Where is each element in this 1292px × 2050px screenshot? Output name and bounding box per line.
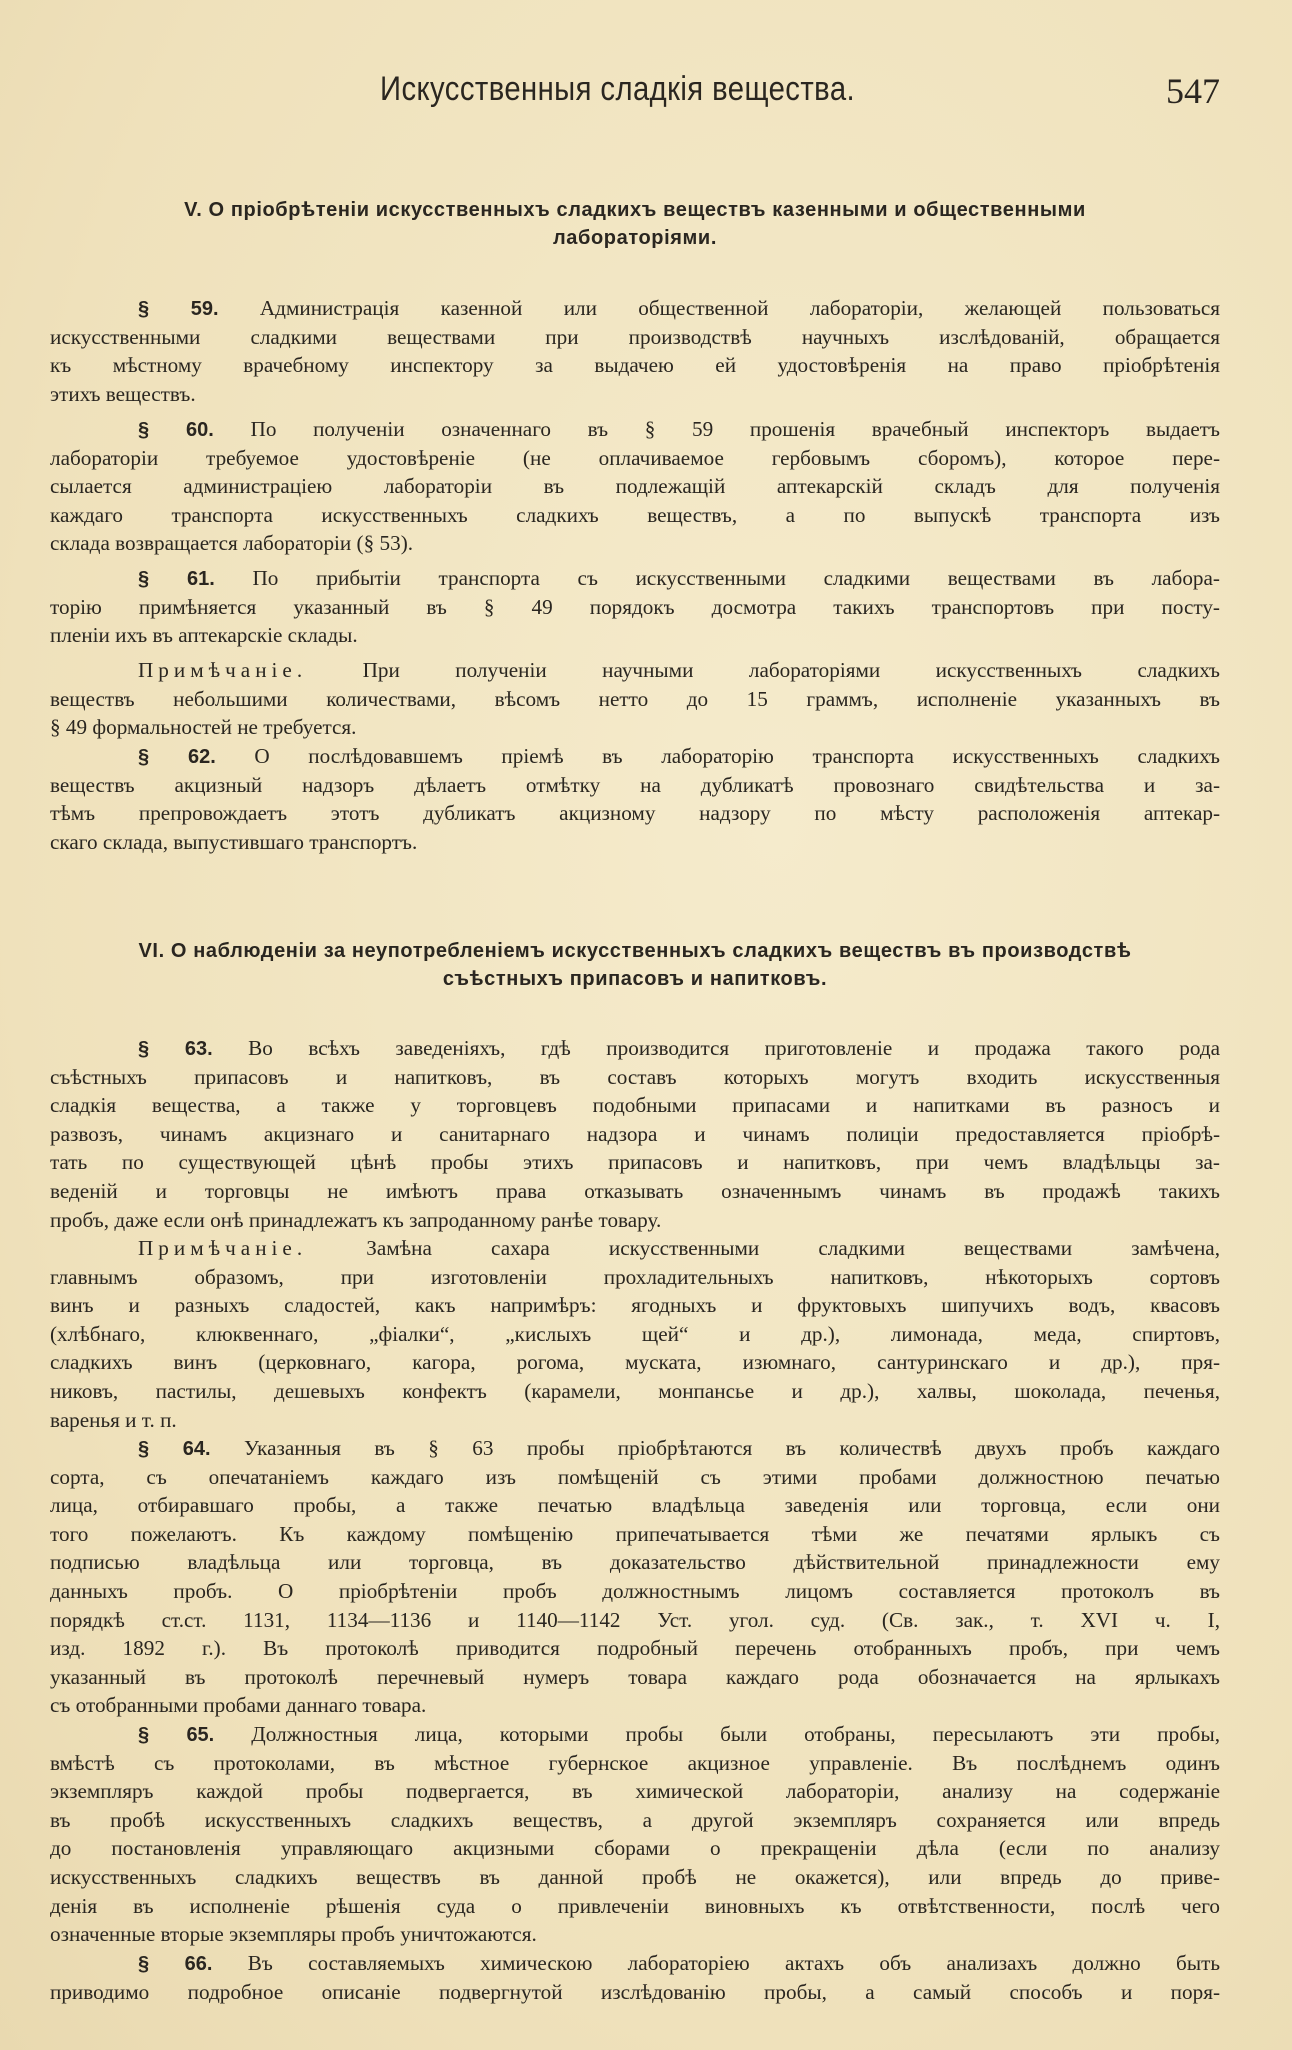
paragraph-line: означенные вторые экземпляры пробъ уничтожаются. (50, 1922, 537, 1947)
paragraph-line: сорта, съ опечатаніемъ каждаго изъ помѣщеній съ этими пробами должностною печатью (50, 1464, 1220, 1489)
paragraph-number: § 59. (138, 298, 219, 320)
paragraph-line: сылается администраціею лабораторіи въ подлежащій аптекарскій складъ для полученія (50, 474, 1220, 499)
paragraph-line: торію примѣняется указанный въ § 49 порядокъ досмотра такихъ транспортовъ при посту- (50, 594, 1220, 619)
section-v-heading-line1: V. О пріобрѣтеніи искусственныхъ сладкихъ веществъ казенными и общественными (184, 199, 1086, 221)
paragraph-line: развозъ, чинамъ акцизнаго и санитарнаго надзора и чинамъ полиціи предоставляется пріобрѣ- (50, 1121, 1220, 1146)
paragraph-number: § 63. (138, 1038, 213, 1060)
paragraph-line: тѣмъ препровождаетъ этотъ дубликатъ акцизному надзору по мѣсту расположенія аптекар- (50, 801, 1220, 826)
paragraph-line: винъ и разныхъ сладостей, какъ напримѣръ: ягодныхъ и фруктовыхъ шипучихъ водъ, квасовъ (50, 1293, 1220, 1318)
paragraph-line: тать по существующей цѣнѣ пробы этихъ припасовъ и напитковъ, при чемъ владѣльцы за- (50, 1150, 1220, 1175)
paragraph-line: указанный въ протоколѣ перечневый нумеръ товара каждаго рода обозначается на ярлыкахъ (50, 1664, 1220, 1689)
paragraph-line: § 62. О послѣдовавшемъ пріемѣ въ лабораторію транспорта искусственныхъ сладкихъ (138, 744, 1220, 768)
paragraph-59 (50, 294, 1220, 408)
running-title: Искусственныя сладкія вещества. (380, 70, 856, 108)
note-label: Примѣчаніе. (138, 658, 308, 682)
page-number: 547 (1166, 71, 1220, 111)
paragraph-line: приводимо подробное описаніе подвергнутой изслѣдованію пробы, а самый способъ и поря- (50, 1979, 1220, 2004)
note-label: Примѣчаніе. (138, 1236, 308, 1260)
paragraph-60 (50, 415, 1220, 558)
paragraph-line: § 59. Администрація казенной или общественной лабораторіи, желающей пользоваться (138, 296, 1220, 320)
paragraph-line: веденій и торговцы не имѣютъ права отказывать означеннымъ чинамъ въ продажѣ такихъ (50, 1178, 1220, 1203)
paragraph-line: никовъ, пастилы, дешевыхъ конфектъ (карамели, монпансье и др.), халвы, шоколада, печенья, (50, 1378, 1220, 1403)
paragraph-66 (50, 1949, 1220, 2006)
paragraph-line: съѣстныхъ припасовъ и напитковъ, въ составъ которыхъ могутъ входить искусственныя (50, 1064, 1220, 1089)
paragraph-line: пробъ, даже если онѣ принадлежатъ къ запроданному ранѣе товару. (50, 1207, 662, 1232)
section-vi-heading-line2: съѣстныхъ припасовъ и напитковъ. (442, 968, 828, 990)
paragraph-line: денія въ исполненіе рѣшенія суда о привлеченіи виновныхъ къ отвѣтственности, послѣ чего (50, 1893, 1220, 1918)
note-2 (50, 1234, 1220, 1434)
paragraph-line: Примѣчаніе. При полученіи научными лабораторіями искусственныхъ сладкихъ (138, 658, 1220, 682)
paragraph-62 (50, 742, 1220, 856)
paragraph-line: того пожелаютъ. Къ каждому помѣщенію припечатывается тѣми же печатями ярлыкъ съ (50, 1521, 1220, 1546)
paragraph-line: вмѣстѣ съ протоколами, въ мѣстное губернское акцизное управленіе. Въ послѣднемъ одинъ (50, 1750, 1220, 1775)
paragraph-line: лабораторіи требуемое удостовѣреніе (не оплачиваемое гербовымъ сборомъ), которое пере- (50, 445, 1220, 470)
paragraph-line: склада возвращается лабораторіи (§ 53). (50, 531, 414, 556)
paragraph-number: § 61. (138, 568, 215, 590)
paragraph-line: § 64. Указанныя въ § 63 пробы пріобрѣтаются въ количествѣ двухъ пробъ каждаго (138, 1436, 1220, 1460)
paragraph-line: главнымъ образомъ, при изготовленіи прохладительныхъ напитковъ, нѣкоторыхъ сортовъ (50, 1264, 1220, 1289)
paragraph-line: каждаго транспорта искусственныхъ сладкихъ веществъ, а по выпускѣ транспорта изъ (50, 502, 1220, 527)
paragraph-line: этихъ веществъ. (50, 381, 196, 406)
paragraph-line: § 60. По полученіи означеннаго въ § 59 прошенія врачебный инспекторъ выдаетъ (138, 417, 1220, 441)
paragraph-65 (50, 1720, 1220, 1949)
paragraph-number: § 65. (138, 1724, 215, 1746)
paragraph-line: Примѣчаніе. Замѣна сахара искусственными сладкими веществами замѣчена, (138, 1236, 1220, 1260)
paragraph-line: § 63. Во всѣхъ заведеніяхъ, гдѣ производится приготовленіе и продажа такого рода (138, 1036, 1220, 1060)
paragraph-number: § 60. (138, 419, 214, 441)
paragraph-line: въ пробѣ искусственныхъ сладкихъ веществъ, а другой экземпляръ сохраняется или впредь (50, 1807, 1220, 1832)
paragraph-line: скаго склада, выпустившаго транспортъ. (50, 829, 418, 854)
paragraph-line: искусственныхъ сладкихъ веществъ въ данной пробѣ не окажется), или впредь до приве- (50, 1864, 1220, 1889)
paragraph-number: § 66. (138, 1953, 213, 1975)
paragraph-line: § 66. Въ составляемыхъ химическою лабораторіею актахъ объ анализахъ должно быть (138, 1951, 1220, 1975)
paragraph-line: искусственными сладкими веществами при производствѣ научныхъ изслѣдованій, обращается (50, 324, 1220, 349)
paragraph-line: лица, отбиравшаго пробы, а также печатью владѣльца заведенія или торговца, если они (50, 1493, 1220, 1518)
paragraph-line: до постановленія управляющаго акцизными сборами о прекращеніи дѣла (если по анализу (50, 1836, 1220, 1861)
paragraph-64 (50, 1434, 1220, 1720)
paragraph-line: экземпляръ каждой пробы подвергается, въ химической лабораторіи, анализу на содержаніе (50, 1779, 1220, 1804)
paragraph-line: § 61. По прибытіи транспорта съ искусственными сладкими веществами въ лабора- (138, 566, 1220, 590)
section-vi-heading-line1: VI. О наблюденіи за неупотребленіемъ искусственныхъ сладкихъ веществъ въ производствѣ (138, 940, 1132, 962)
paragraph-line: къ мѣстному врачебному инспектору за выдачею ей удостовѣренія на право пріобрѣтенія (50, 353, 1220, 378)
note-1 (50, 656, 1220, 742)
page-header (50, 70, 1220, 120)
paragraph-line: подписью владѣльца или торговца, въ доказательство дѣйствительной принадлежности ему (50, 1550, 1220, 1575)
section-v-heading (50, 196, 1220, 252)
paragraph-line: данныхъ пробъ. О пріобрѣтеніи пробъ должностнымъ лицомъ составляется протоколъ въ (50, 1578, 1220, 1603)
paragraph-number: § 64. (138, 1438, 211, 1460)
section-vi-heading (50, 937, 1220, 993)
paragraph-line: варенья и т. п. (50, 1407, 177, 1432)
paragraph-line: веществъ акцизный надзоръ дѣлаетъ отмѣтку на дубликатѣ провознаго свидѣтельства и за- (50, 772, 1220, 797)
paragraph-line: § 49 формальностей не требуется. (50, 715, 357, 740)
paragraph-line: пленіи ихъ въ аптекарскіе склады. (50, 623, 358, 648)
paragraph-line: сладкихъ винъ (церковнаго, кагора, рогома, муската, изюмнаго, сантуринскаго и др.), пря- (50, 1350, 1220, 1375)
paragraph-line: порядкѣ ст.ст. 1131, 1134—1136 и 1140—1142 Уст. угол. суд. (Св. зак., т. XVI ч. I, (50, 1607, 1220, 1632)
paragraph-63 (50, 1034, 1220, 1234)
paragraph-line: изд. 1892 г.). Въ протоколѣ приводится подробный перечень отобранныхъ пробъ, при чемъ (50, 1636, 1220, 1661)
paragraph-61 (50, 564, 1220, 650)
section-v-heading-line2: лабораторіями. (553, 227, 717, 249)
paragraph-line: веществъ небольшими количествами, вѣсомъ нетто до 15 граммъ, исполненіе указанныхъ въ (50, 686, 1220, 711)
paragraph-line: (хлѣбнаго, клюквеннаго, „фіалки“, „кислыхъ щей“ и др.), лимонада, меда, спиртовъ, (50, 1321, 1220, 1346)
paragraph-number: § 62. (138, 746, 216, 768)
paragraph-line: съ отобранными пробами даннаго товара. (50, 1693, 427, 1718)
paragraph-line: сладкія вещества, а также у торговцевъ подобными припасами и напитками въ разносъ и (50, 1093, 1220, 1118)
paragraph-line: § 65. Должностныя лица, которыми пробы были отобраны, пересылаютъ эти пробы, (138, 1722, 1220, 1746)
